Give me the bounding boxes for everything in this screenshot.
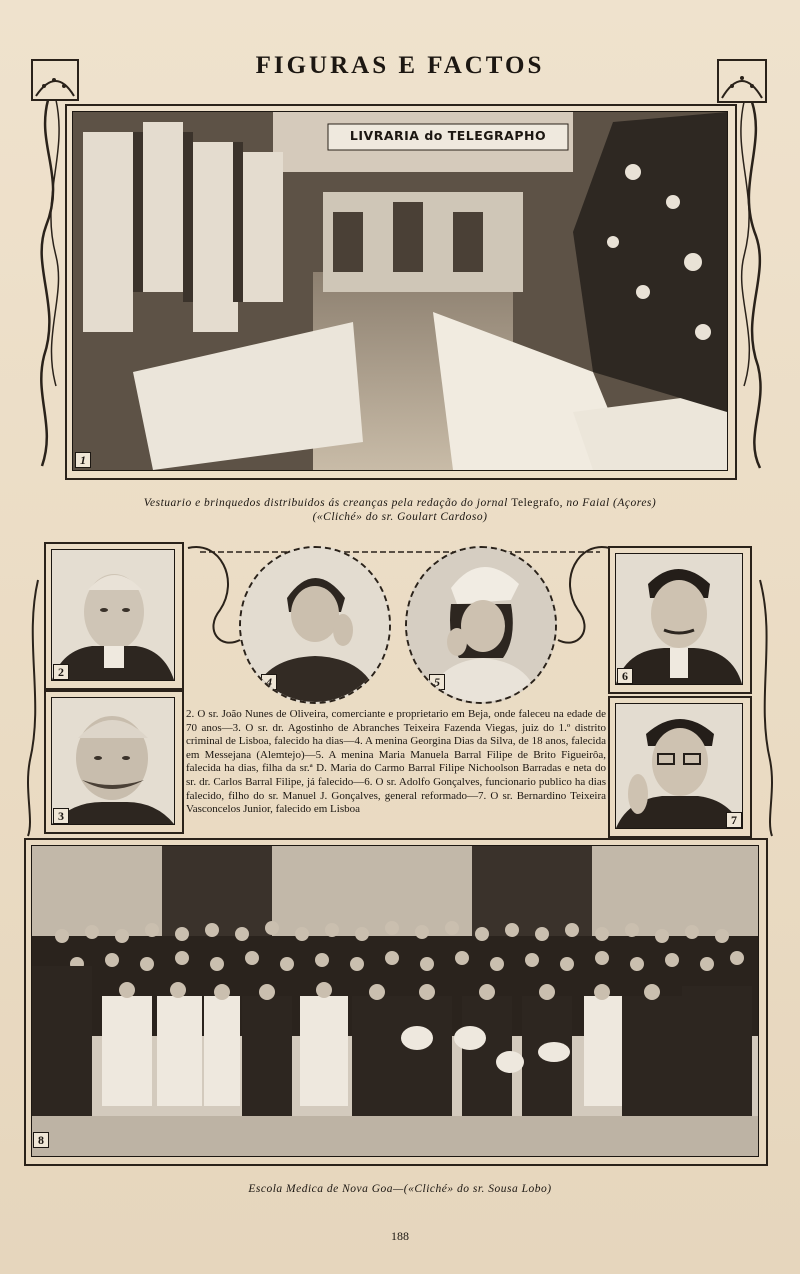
photo-number-8: 8 [33, 1132, 49, 1148]
portrait-2 [51, 549, 175, 681]
portrait-3 [51, 697, 175, 825]
caption-bottom: Escola Medica de Nova Goa—(«Cliché» do sr. Sousa Lobo) [248, 1183, 552, 1195]
photo-number-4: 4 [261, 674, 277, 690]
photo-number-7: 7 [726, 812, 742, 828]
obituary-text: 2. O sr. João Nunes de Oliveira, comerciante e proprietario em Beja, onde faleceu na edade de 70 anos—3. O sr. dr. Agostinho de Abranches Teixeira Fazenda Viegas, juiz do 1.º distrito criminal de Lisboa, falecido ha dias—4. A menina Georgina Dias da Silva, de 18 anos, falecida em Messejana (Alemtejo)—5. A menina Maria Manuela Barral Filipe de Brito Figueirôa, falecida ha dias, filha da sr.ª D. Maria do Carmo Barral Filipe Nichoolson Barradas e neta do sr. dr. Carlos Barral Filipe, já falecido—6. O sr. Adolfo Gonçalves, funcionario publico ha dias falecido, filho do sr. Manuel J. Gonçalves, general reformado—7. O sr. Bernardino Teixeira Vasconcelos Junior, falecido em Lisboa [186, 708, 606, 816]
caption-top-part-c: , no Faial (Açores) [559, 497, 657, 509]
photo-number-1: 1 [75, 452, 91, 468]
caption-top [0, 497, 800, 509]
portrait-5 [405, 546, 557, 704]
photo-number-3: 3 [53, 808, 69, 824]
caption-top-credit: («Cliché» do sr. Goulart Cardoso) [312, 511, 488, 523]
portrait-6 [615, 553, 743, 685]
photo-group-escola-medica [31, 845, 759, 1157]
photo-store-interior [72, 111, 728, 471]
portrait-4 [239, 546, 391, 704]
caption-top-part-a: Vestuario e brinquedos distribuidos ás creanças pela redação do jornal [143, 497, 512, 509]
caption-top-part-b: Telegrafo [511, 497, 560, 509]
photo-number-6: 6 [617, 668, 633, 684]
masthead-title: FIGURAS E FACTOS [255, 52, 545, 79]
photo-number-2: 2 [53, 664, 69, 680]
page-number: 188 [391, 1229, 409, 1243]
photo-number-5: 5 [429, 674, 445, 690]
store-sign: LIVRARIA do TELEGRAPHO [349, 128, 547, 143]
portrait-7 [615, 703, 743, 829]
